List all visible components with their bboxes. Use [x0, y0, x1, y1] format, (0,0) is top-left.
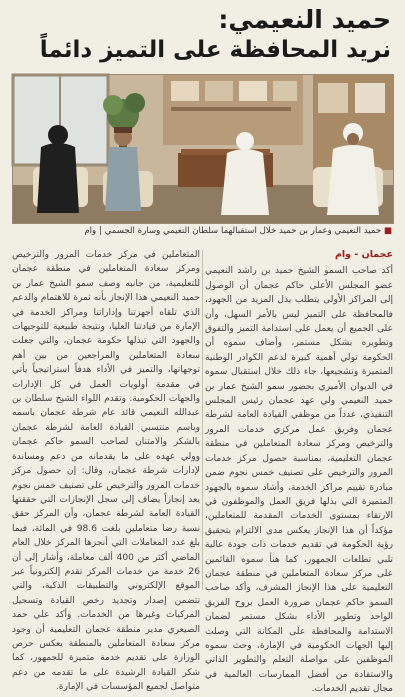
headline-line-1: حميد النعيمي:: [218, 5, 391, 34]
caption-marker-icon: ■: [383, 226, 392, 236]
caption-credit: وام: [84, 226, 97, 236]
article-body-right: أكد صاحب السمو الشيخ حميد بن راشد النعيمي عضو المجلس الأعلى حاكم عجمان أن الوصول إلى المراكز الأولى يتطلب بذل المزيد من الجهود، فالمحافظة على التميز ليس بالأمر السهل، وأن على الجميع أن يعمل على استدامة التميز والتفوق وتطويره بشكل مستمر، وأضاف سموه أن الحكومة تولي أهمية كبيرة لدعم الكوادر الوطنية المتميزة وتشجيعها، جاء ذلك خلال استقبال سموه في الديوان الأميري بحضور سمو الشيخ عمار بن حميد النعيمي ولي عهد عجمان رئيس المجلس التنفيذي، عدداً من موظفي القيادة العامة لشرطة عجمان وفريق عمل مركزي خدمات المرور والترخيص ومركز سعادة المتعاملين في منطقة عجمان التعليمية، بمناسبة حصول مركز خدمات المرور والترخيص على تصنيف خمس نجوم ضمن مبادرة تقييم مراكز الخدمة، وأشاد سموه بالجهود المتميزة التي بذلها فريق العمل والموظفون في الارتقاء بمستوى الخدمات المقدمة للمتعاملين، مؤكداً أن هذا الإنجاز يعكس مدى الالتزام بتحقيق رؤية الحكومة في تقديم خدمات ذات جودة عالية تلبي تطلعات الجمهور، كما هنأ سموه القائمين على مركز سعادة المتعاملين في منطقة عجمان التعليمية على هذا الإنجاز المشرف، وأكد صاحب السمو حاكم عجمان ضرورة العمل بروح الفريق الواحد وتطوير الأداء بشكل مستمر لضمان الاستدامة والمحافظة على المكانة التي وصلت إليها الجهات الحكومية في الإمارة، وحث سموه الموظفين على مواصلة التعلم والتطوير الذاتي والاستفادة من أفضل الممارسات العالمية في مجال تقديم الخدمات.: [205, 266, 393, 695]
photo-illustration: [13, 75, 393, 223]
headline-line-2: نريد المحافظة على التميز دائماً: [39, 36, 391, 63]
article-column-right: [205, 248, 393, 695]
headline: [11, 6, 391, 63]
article-body-left: المتعاملين في مركز خدمات المرور والترخيص ومركز سعادة المتعاملين في منطقة عجمان للتعليمية، من جانبه وصف سمو الشيخ عمار بن حميد النعيمي هذا الإنجاز بأنه ثمرة للاهتمام والدعم الذي تلقاه أجهزتنا وإداراتنا ومراكز الخدمة في الإمارة من قيادتنا العليا، ونتيجة طبيعية للتوجيهات والجهود التي تبذلها حكومة عجمان، والتي جعلت سعادة المتعاملين والمراجعين من بين أهم توجهاتها، والتميز في الأداء هدفاً استراتيجياً يأتي في مقدمة أولويات العمل في كل الإدارات والجهات الحكومية. وتقدم اللواء الشيخ سلطان بن عبدالله النعيمي قائد عام شرطة عجمان باسمه وباسم منتسبي القيادة العامة لشرطة عجمان بالشكر والامتنان لصاحب السمو حاكم عجمان وولي عهده على ما يقدمانه من دعم ومساندة لإدارات شرطة عجمان، وقال: إن حصول مركز خدمات المرور والترخيص على تصنيف خمس نجوم يعد إنجازاً يضاف إلى سجل الإنجازات التي حققتها القيادة العامة لشرطة عجمان، وأن المركز حقق نسبة رضا متعاملين بلغت 98.6 في المائة، فيما بلغ عدد المعاملات التي أنجزها المركز خلال العام الماضي أكثر من 400 ألف معاملة، وأشار إلى أن 26 خدمة من خدمات المركز تقدم إلكترونياً عبر الموقع الإلكتروني والتطبيقات الذكية، والتي تتضمن إصدار وتجديد رخص القيادة وتسجيل المركبات وغيرها من الخدمات. وأكد علي حمد الصيعري مدير منطقة عجمان التعليمية أن وجود مركز سعادة المتعاملين بالمنطقة يعكس حرص الوزارة على تقديم خدمة متميزة للجمهور، كما شكر القيادة الرشيدة على ما تقدمه من دعم متواصل لجميع المؤسسات في الإمارة.: [12, 250, 200, 693]
column-divider: [202, 250, 203, 590]
caption-text: حميد النعيمي وعمار بن حميد خلال استقبالهما سلطان النعيمي وسارة الجسمي: [104, 226, 382, 236]
article-photo: [12, 74, 394, 224]
photo-caption: ■ حميد النعيمي وعمار بن حميد خلال استقبالهما سلطان النعيمي وسارة الجسمي | وام: [84, 226, 392, 236]
article-dateline: عجمان - وام: [334, 249, 393, 260]
article-column-left: [12, 248, 200, 693]
